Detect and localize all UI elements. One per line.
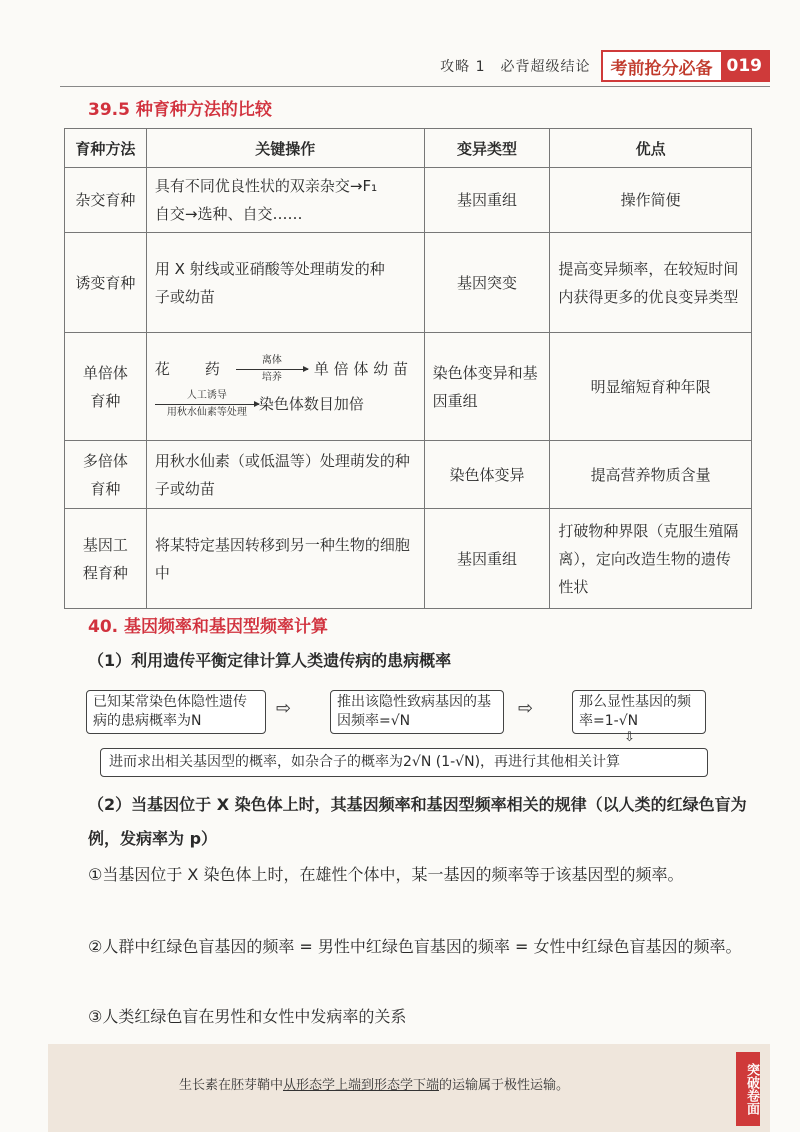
footer-tip bbox=[48, 1074, 700, 1093]
advantage-cell: 明显缩短育种年限 bbox=[550, 333, 752, 441]
variation-type-cell: 染色体变异和基因重组 bbox=[424, 333, 550, 441]
arrow-label bbox=[236, 355, 308, 384]
method-cell: 诱变育种 bbox=[65, 233, 147, 333]
table-row bbox=[65, 509, 752, 609]
flow-box-4: 进而求出相关基因型的概率，如杂合子的概率为2√N (1-√N)，再进行其他相关计算 bbox=[100, 748, 708, 777]
method-line: 程育种 bbox=[82, 563, 128, 582]
advantage-cell: 操作简便 bbox=[550, 168, 752, 233]
operation-line: 用 X 射线或亚硝酸等处理萌发的种 bbox=[154, 259, 385, 278]
flow-box-1: 已知某常染色体隐性遗传病的患病概率为N bbox=[86, 690, 266, 734]
subsection-2-title: （2）当基因位于 X 染色体上时，其基因频率和基因型频率相关的规律（以人类的红绿色盲为例，发病率为 p） bbox=[88, 795, 747, 848]
table-row bbox=[65, 233, 752, 333]
method-line: 单倍体 bbox=[82, 363, 128, 382]
header-divider bbox=[60, 86, 770, 87]
side-tab-label: 突破卷面 bbox=[736, 1052, 760, 1126]
method-cell: 杂交育种 bbox=[65, 168, 147, 233]
table-row bbox=[65, 333, 752, 441]
flow-box-3: 那么显性基因的频率=1-√N bbox=[572, 690, 706, 734]
arrow-top-label: 人工诱导 bbox=[186, 389, 227, 401]
advantage-cell: 打破物种界限（克服生殖隔离），定向改造生物的遗传性状 bbox=[550, 509, 752, 609]
paragraph-2: ②人群中红绿色盲基因的频率 = 男性中红绿色盲基因的频率 = 女性中红绿色盲基因的频率。 bbox=[88, 937, 742, 956]
section-39-title: 39.5 种育种方法的比较 bbox=[88, 100, 272, 120]
operation-text: 染色体数目加倍 bbox=[258, 395, 364, 413]
header-text: 攻略 1 必背超级结论 bbox=[440, 59, 591, 75]
paragraph-1: ①当基因位于 X 染色体上时，在雄性个体中，某一基因的频率等于该基因型的频率。 bbox=[88, 865, 684, 884]
method-cell bbox=[65, 509, 147, 609]
operation-text: 单 倍 体 幼 苗 bbox=[313, 360, 408, 378]
tip-text: 的运输属于极性运输。 bbox=[439, 1078, 570, 1093]
header-badge-label: 考前抢分必备 bbox=[603, 52, 721, 80]
operation-line: 子或幼苗 bbox=[154, 287, 215, 306]
column-header: 优点 bbox=[550, 129, 752, 168]
tip-underlined-text: 从形态学上端到形态学下端 bbox=[282, 1078, 439, 1093]
footer-tip-bar bbox=[48, 1044, 770, 1132]
method-cell bbox=[65, 333, 147, 441]
method-line: 多倍体 bbox=[82, 451, 128, 470]
flow-arrow-down-icon: ⇩ bbox=[624, 730, 635, 745]
page-header bbox=[440, 50, 770, 82]
tip-text: 生长素在胚芽鞘中 bbox=[178, 1078, 283, 1093]
paragraph-3: ③人类红绿色盲在男性和女性中发病率的关系 bbox=[88, 1007, 407, 1026]
arrow-top-label: 离体 bbox=[261, 354, 282, 366]
variation-type-cell: 染色体变异 bbox=[424, 441, 550, 509]
header-badge bbox=[601, 50, 771, 82]
operation-line: 具有不同优良性状的双亲杂交→F₁ bbox=[154, 177, 378, 195]
advantage-cell: 提高营养物质含量 bbox=[550, 441, 752, 509]
subsection-1-title: （1）利用遗传平衡定律计算人类遗传病的患病概率 bbox=[88, 651, 452, 670]
table-row bbox=[65, 441, 752, 509]
page-number: 019 bbox=[721, 52, 769, 80]
operation-line bbox=[155, 390, 416, 419]
column-header: 变异类型 bbox=[424, 129, 550, 168]
variation-type-cell: 基因重组 bbox=[424, 168, 550, 233]
variation-type-cell: 基因突变 bbox=[424, 233, 550, 333]
arrow-icon bbox=[236, 369, 308, 370]
operation-cell bbox=[146, 233, 424, 333]
advantage-cell: 提高变异频率，在较短时间内获得更多的优良变异类型 bbox=[550, 233, 752, 333]
method-cell bbox=[65, 441, 147, 509]
table-row bbox=[65, 168, 752, 233]
arrow-bottom-label: 用秋水仙素等处理 bbox=[166, 406, 247, 418]
column-header: 关键操作 bbox=[146, 129, 424, 168]
section-40-title: 40. 基因频率和基因型频率计算 bbox=[88, 617, 329, 637]
arrow-label bbox=[155, 390, 259, 419]
arrow-bottom-label: 培养 bbox=[261, 371, 282, 383]
method-line: 基因工 bbox=[82, 535, 128, 554]
flow-arrow-icon: ⇨ bbox=[518, 698, 534, 719]
flow-box-2: 推出该隐性致病基因的基因频率=√N bbox=[330, 690, 504, 734]
operation-cell bbox=[146, 333, 424, 441]
table-header-row bbox=[65, 129, 752, 168]
operation-cell bbox=[146, 168, 424, 233]
arrow-icon bbox=[155, 404, 259, 405]
variation-type-cell: 基因重组 bbox=[424, 509, 550, 609]
operation-cell: 用秋水仙素（或低温等）处理萌发的种子或幼苗 bbox=[146, 441, 424, 509]
column-header: 育种方法 bbox=[65, 129, 147, 168]
flow-arrow-icon: ⇨ bbox=[276, 698, 292, 719]
operation-line bbox=[155, 355, 416, 384]
method-line: 育种 bbox=[90, 391, 121, 410]
method-line: 育种 bbox=[90, 479, 121, 498]
breeding-methods-table bbox=[64, 128, 752, 609]
operation-text: 花 药 bbox=[154, 360, 230, 378]
operation-line: 自交→选种、自交…… bbox=[154, 205, 303, 223]
operation-cell: 将某特定基因转移到另一种生物的细胞中 bbox=[146, 509, 424, 609]
